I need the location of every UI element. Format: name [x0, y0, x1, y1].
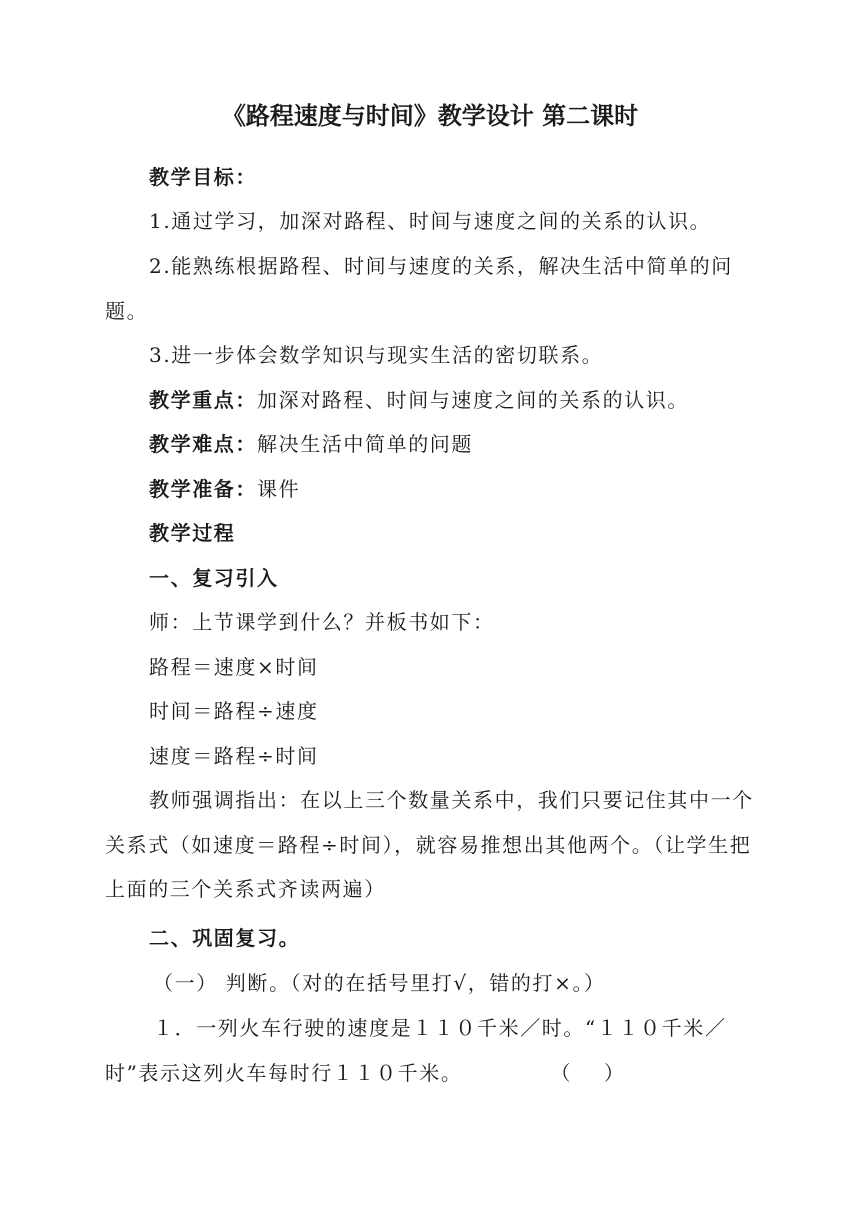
- objective-item-1: 1.通过学习，加深对路程、时间与速度之间的关系的认识。: [149, 209, 712, 233]
- difficult-point: [105, 422, 755, 467]
- formula-distance: 路程＝速度×时间: [149, 655, 319, 679]
- preparation-text: 课件: [257, 477, 301, 501]
- difficult-point-label: 教学难点：: [149, 432, 257, 456]
- section2-heading-text: 二、巩固复习。: [149, 926, 301, 950]
- section1-heading-text: 一、复习引入: [149, 566, 279, 590]
- judgement-question-1-text: １．一列火车行驶的速度是１１０千米／时。“１１０千米／时”表示这列火车每时行１１０千米。: [105, 1016, 727, 1085]
- process-heading: [105, 511, 755, 556]
- objectives-heading-text: 教学目标：: [149, 165, 257, 189]
- process-heading-text: 教学过程: [149, 521, 236, 545]
- section2-heading: [105, 916, 755, 961]
- section2-subheading: （一） 判断。（对的在括号里打√，错的打×。）: [153, 971, 606, 995]
- section1-heading: [105, 556, 755, 601]
- formula-time: 时间＝路程÷速度: [149, 699, 319, 723]
- judgement-question-1: [105, 1006, 755, 1095]
- preparation-label: 教学准备：: [149, 477, 257, 501]
- answer-blank[interactable]: （ ）: [550, 1060, 626, 1085]
- page-title: 《路程速度与时间》教学设计 第二课时: [221, 102, 639, 130]
- difficult-point-text: 解决生活中简单的问题: [257, 432, 473, 456]
- key-point: [105, 378, 755, 423]
- objective-item-3: 3.进一步体会数学知识与现实生活的密切联系。: [149, 343, 604, 367]
- preparation: [105, 467, 755, 512]
- objective-item-2: 2.能熟练根据路程、时间与速度的关系，解决生活中简单的问题。: [105, 254, 733, 323]
- key-point-text: 加深对路程、时间与速度之间的关系的认识。: [257, 388, 689, 412]
- key-point-label: 教学重点：: [149, 388, 257, 412]
- formula-speed: 速度＝路程÷时间: [149, 744, 319, 768]
- section1-line-1: 师：上节课学到什么？并板书如下：: [149, 610, 495, 634]
- section1-emphasis: 教师强调指出：在以上三个数量关系中，我们只要记住其中一个关系式（如速度＝路程÷时间），就容易推想出其他两个。（让学生把上面的三个关系式齐读两遍）: [105, 788, 754, 901]
- objectives-heading: [105, 155, 755, 200]
